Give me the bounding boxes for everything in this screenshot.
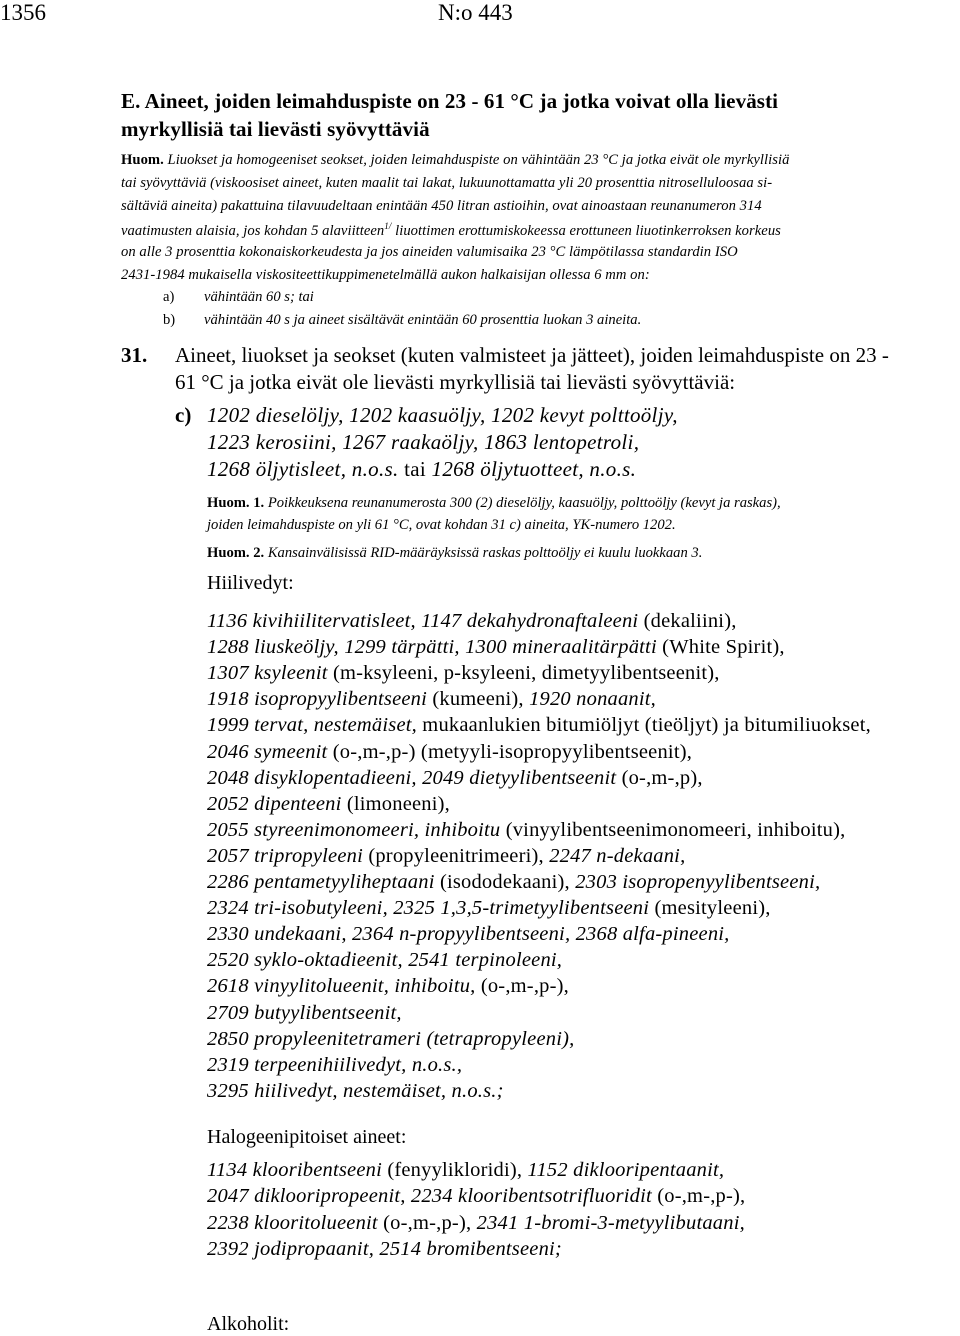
note-line-6: 2431-1984 mukaisella viskositeettikuppimenetelmällä aukon halkaisijan ollessa 6 mm on: xyxy=(121,267,650,283)
halogeeni-line xyxy=(207,1238,562,1261)
huom-2-text: Kansainvälisissä RID-määräyksissä raskas polttoöljy ei kuulu luokkaan 3. xyxy=(264,545,703,561)
note-line-5: on alle 3 prosenttia kokonaiskorkeudesta ja jos aineiden valumisaika 23 °C lämpötilassa standardin ISO xyxy=(121,244,738,260)
hiilivedyt-segment: (o-,m-,p-) (metyyli-isopropyylibentseenit), xyxy=(332,740,693,763)
huom-2 xyxy=(207,545,702,562)
halogeeni-line xyxy=(207,1159,724,1182)
halogeeni-segment: 2238 klooritolueenit xyxy=(207,1211,384,1234)
hiilivedyt-segment: 2048 disyklopentadieeni, 2049 dietyylibentseenit xyxy=(207,766,622,789)
halogeeni-line xyxy=(207,1185,745,1208)
hiilivedyt-line xyxy=(207,845,685,868)
note-text-1: Liuokset ja homogeeniset seokset, joiden leimahduspiste on vähintään 23 °C ja jotka eivät ole myrkyllisiä xyxy=(167,152,790,168)
hiilivedyt-segment: 2057 tripropyleeni xyxy=(207,844,369,867)
issue-number: N:o 443 xyxy=(438,0,513,25)
hiilivedyt-segment: 1999 tervat, nestemäiset, xyxy=(207,714,423,737)
hiilivedyt-line xyxy=(207,1028,574,1051)
note-line-1 xyxy=(121,152,789,169)
hiilivedyt-segment: (mesityleeni), xyxy=(654,897,771,920)
halogeeni-segment: 2392 jodipropaanit, 2514 bromibentseeni; xyxy=(207,1237,562,1260)
hiilivedyt-segment: 2055 styreenimonomeeri, inhiboitu xyxy=(207,818,506,841)
hiilivedyt-segment: 2319 terpeenihiilivedyt, n.o.s., xyxy=(207,1053,463,1076)
item-c-line3 xyxy=(207,457,636,482)
hiilivedyt-segment: 1920 nonaanit, xyxy=(529,688,657,711)
hiilivedyt-segment: (isododekaani), xyxy=(439,871,576,893)
hiilivedyt-segment: (m-ksyleeni, p-ksyleeni, dimetyylibentseenit), xyxy=(332,662,720,685)
hiilivedyt-segment: 1288 liuskeöljy, 1299 tärpätti, 1300 mineraalitärpätti xyxy=(207,636,663,659)
halogeeni-segment: (o-,m-,p-), xyxy=(657,1185,746,1208)
item-c-line3b: tai xyxy=(398,457,432,481)
hiilivedyt-segment: (White Spirit), xyxy=(662,636,785,659)
hiilivedyt-segment: 2850 propyleenitetrameri (tetrapropyleeni), xyxy=(207,1027,575,1050)
note-text-4a: vaatimusten alaisia, jos kohdan 5 alaviitteen xyxy=(121,223,385,239)
hiilivedyt-line xyxy=(207,610,737,633)
hiilivedyt-line xyxy=(207,741,692,764)
huom-1-text: Poikkeuksena reunanumerosta 300 (2) dieselöljy, kaasuöljy, polttoöljy (kevyt ja raskas), xyxy=(264,495,781,511)
hiilivedyt-segment: (vinyylibentseenimonomeeri, inhiboitu), xyxy=(505,818,846,841)
section-e-heading-line1: E. Aineet, joiden leimahduspiste on 23 - 61 °C ja jotka voivat olla lievästi xyxy=(121,89,779,113)
hiilivedyt-segment: 2046 symeenit xyxy=(207,740,333,763)
sub-item-b xyxy=(163,312,641,329)
hiilivedyt-line xyxy=(207,714,871,737)
hiilivedyt-line xyxy=(207,636,785,659)
item-c-line3c: 1268 öljytuotteet, n.o.s. xyxy=(431,457,637,481)
hiilivedyt-line xyxy=(207,819,845,842)
note-label: Huom. xyxy=(121,152,164,168)
hiilivedyt-segment: (kumeeni), xyxy=(432,688,530,711)
hiilivedyt-segment: 3295 hiilivedyt, nestemäiset, n.o.s.; xyxy=(207,1079,504,1102)
item-c-line3a: 1268 öljytisleet, n.o.s. xyxy=(207,457,399,481)
hiilivedyt-segment: (limoneeni), xyxy=(346,792,451,815)
sub-item-b-text: vähintään 40 s ja aineet sisältävät enintään 60 prosenttia luokan 3 aineita. xyxy=(204,312,642,328)
hiilivedyt-segment: 2303 isopropenyylibentseeni, xyxy=(575,871,821,893)
hiilivedyt-segment: 2286 pentametyyliheptaani xyxy=(207,871,440,893)
note-text-4b: liuottimen erottumiskokeessa erottuneen liuotinkerroksen korkeus xyxy=(391,223,781,239)
hiilivedyt-line xyxy=(207,949,562,972)
hiilivedyt-segment: 2247 n-dekaani, xyxy=(549,844,686,867)
section-31-line2: 61 °C ja jotka eivät ole lievästi myrkyllisiä tai lievästi syövyttäviä: xyxy=(175,370,736,394)
hiilivedyt-segment: 2324 tri-isobutyleeni, 2325 1,3,5-trimetyylibentseeni xyxy=(207,897,655,920)
item-c-line2: 1223 kerosiini, 1267 raakaöljy, 1863 lentopetroli, xyxy=(207,430,640,454)
hiilivedyt-segment: 2520 syklo-oktadieenit, 2541 terpinoleeni, xyxy=(207,949,563,972)
sub-item-a-text: vähintään 60 s; tai xyxy=(204,289,314,305)
hiilivedyt-line xyxy=(207,688,656,711)
item-c-line1: 1202 dieselöljy, 1202 kaasuöljy, 1202 kevyt polttoöljy, xyxy=(207,403,678,427)
section-31-number: 31. xyxy=(121,343,148,367)
hiilivedyt-heading: Hiilivedyt: xyxy=(207,572,294,594)
item-c-label: c) xyxy=(175,403,192,427)
halogeeni-segment: 2047 diklooripropeenit, 2234 klooribentsotrifluoridit xyxy=(207,1185,658,1208)
huom-1-label: Huom. 1. xyxy=(207,495,265,511)
hiilivedyt-segment: 2618 vinyylitolueenit, inhiboitu, xyxy=(207,975,481,998)
hiilivedyt-line xyxy=(207,923,730,946)
section-e-heading-line2: myrkyllisiä tai lievästi syövyttäviä xyxy=(121,117,430,141)
hiilivedyt-segment: (dekaliini), xyxy=(643,610,737,632)
sub-item-a-label: a) xyxy=(163,289,175,305)
halogeeni-line xyxy=(207,1212,745,1235)
note-line-3: sältäviä aineita) pakattuina tilavuudeltaan enintään 450 litran astioihin, ovat ainoastaan reunanumeron 314 xyxy=(121,198,762,214)
hiilivedyt-segment: (propyleenitrimeeri), xyxy=(368,844,550,867)
halogeeni-segment: (o-,m-,p-), xyxy=(383,1211,477,1234)
hiilivedyt-line xyxy=(207,1080,504,1103)
page-number: 1356 xyxy=(0,0,46,25)
sub-item-b-label: b) xyxy=(163,312,176,328)
hiilivedyt-line xyxy=(207,871,820,894)
hiilivedyt-line xyxy=(207,1002,402,1025)
hiilivedyt-line xyxy=(207,897,771,920)
huom-2-label: Huom. 2. xyxy=(207,545,265,561)
halogeeni-heading: Halogeenipitoiset aineet: xyxy=(207,1126,407,1148)
hiilivedyt-segment: 2052 dipenteeni xyxy=(207,792,347,815)
hiilivedyt-segment: mukaanlukien bitumiöljyt (tieöljyt) ja bitumiliuokset, xyxy=(422,714,871,737)
hiilivedyt-line xyxy=(207,975,569,998)
note-line-2: tai syövyttäviä (viskoosiset aineet, kuten maalit tai lakat, lukuunottamatta yli 20 prosenttia nitroselluloosaa si- xyxy=(121,175,773,191)
sub-item-a xyxy=(163,289,314,306)
note-line-4 xyxy=(121,221,781,240)
huom-1-line1 xyxy=(207,495,781,512)
huom-1-line2: joiden leimahduspiste on yli 61 °C, ovat kohdan 31 c) aineita, YK-numero 1202. xyxy=(207,517,676,533)
hiilivedyt-segment: 2330 undekaani, 2364 n-propyylibentseeni, 2368 alfa-pineeni, xyxy=(207,923,730,946)
hiilivedyt-segment: 1307 ksyleenit xyxy=(207,662,333,685)
alkoholit-heading: Alkoholit: xyxy=(207,1313,290,1335)
hiilivedyt-line xyxy=(207,793,450,816)
hiilivedyt-segment: 1136 kivihiilitervatisleet, 1147 dekahydronaftaleeni xyxy=(207,610,644,632)
hiilivedyt-segment: (o-,m-,p-), xyxy=(480,975,569,998)
hiilivedyt-line xyxy=(207,662,720,685)
halogeeni-segment: 2341 1-bromi-3-metyylibutaani, xyxy=(476,1211,745,1234)
halogeeni-segment: (fenyylikloridi), xyxy=(387,1159,528,1181)
hiilivedyt-segment: (o-,m-,p), xyxy=(621,766,703,789)
hiilivedyt-line xyxy=(207,767,703,790)
hiilivedyt-segment: 2709 butyylibentseenit, xyxy=(207,1001,402,1024)
halogeeni-segment: 1152 diklooripentaanit, xyxy=(527,1159,725,1181)
halogeeni-segment: 1134 klooribentseeni xyxy=(207,1159,388,1181)
hiilivedyt-line xyxy=(207,1054,462,1077)
footnote-ref: 1/ xyxy=(384,221,392,231)
section-31-line1: Aineet, liuokset ja seokset (kuten valmisteet ja jätteet), joiden leimahduspiste on 23 - xyxy=(175,343,889,367)
hiilivedyt-segment: 1918 isopropyylibentseeni xyxy=(207,688,433,711)
